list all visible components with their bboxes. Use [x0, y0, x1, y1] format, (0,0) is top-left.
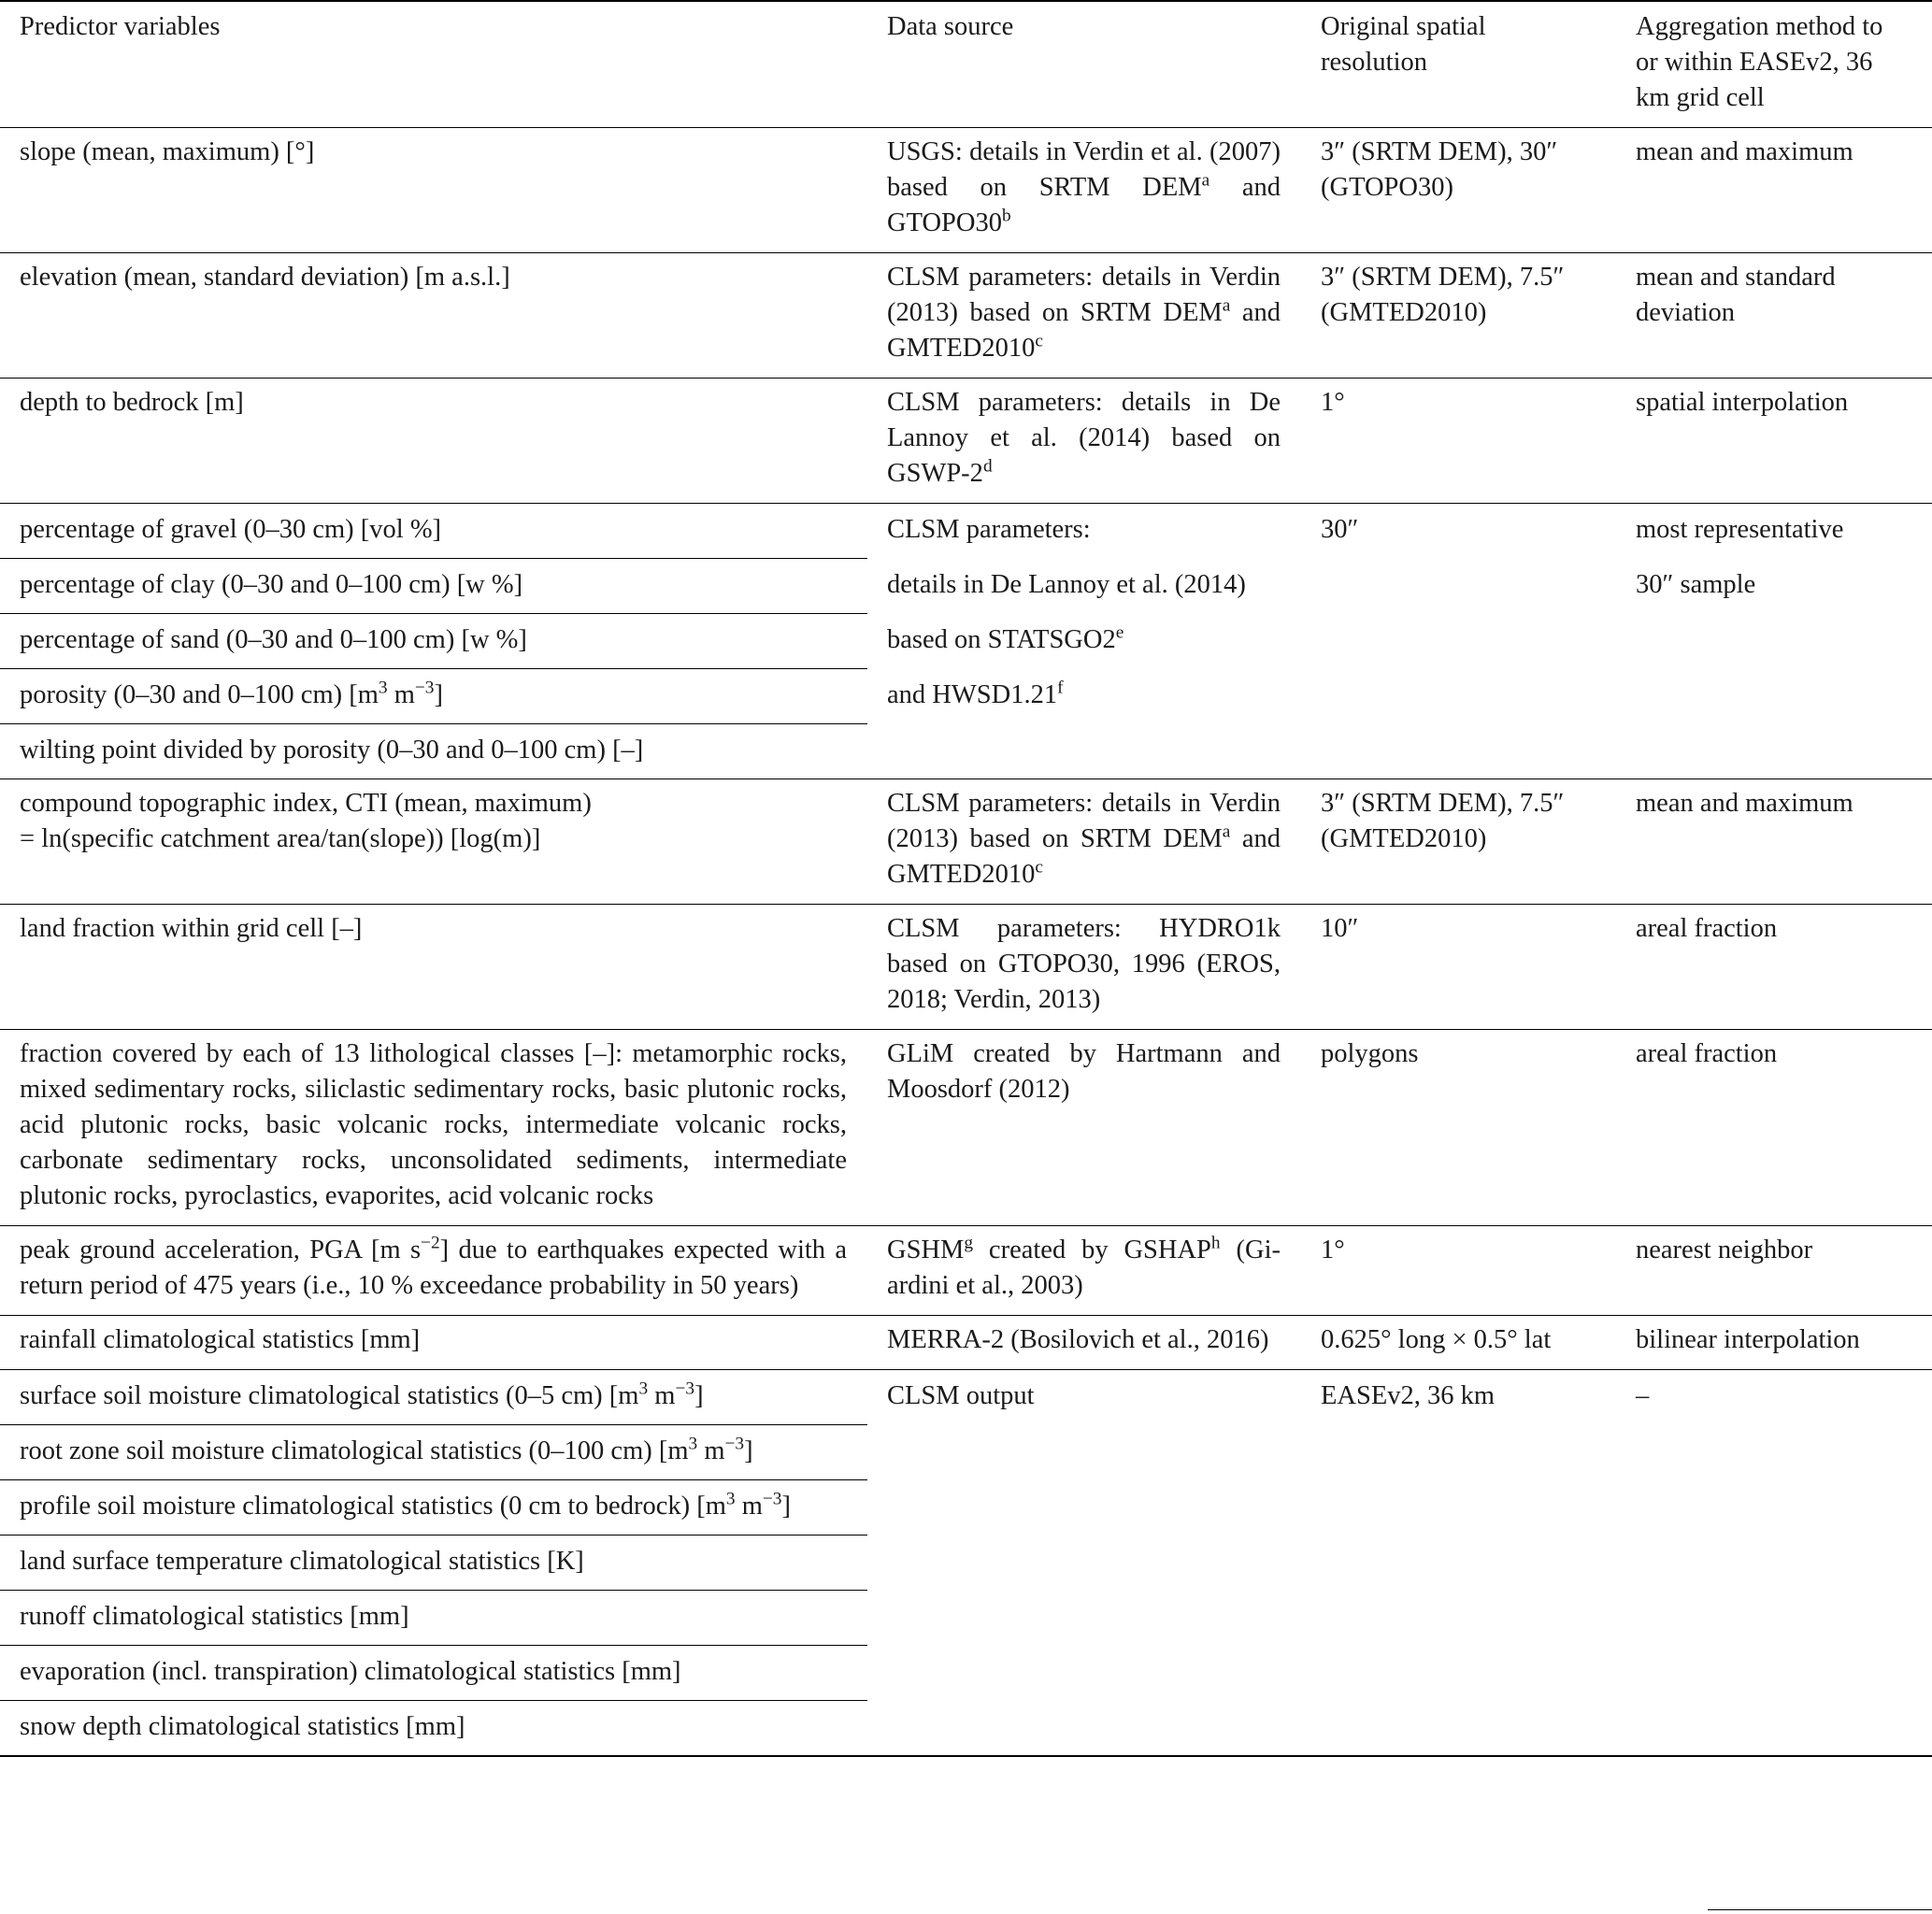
- table-row: [0, 379, 1932, 504]
- header-predictor-variables: Predictor variables: [20, 12, 221, 41]
- variable-cell: evaporation (incl. transpiration) climatological statistics [mm]: [0, 1646, 867, 1701]
- table-row: [0, 559, 1932, 614]
- table-row: [0, 1701, 1932, 1757]
- resolution-cell: polygons: [1321, 1039, 1419, 1068]
- header-original-resolution: Original spatial resolution: [1321, 12, 1486, 77]
- aggregation-cell: –: [1636, 1381, 1650, 1410]
- variable-cell: surface soil moisture climatological statistics (0–5 cm) [$m^3$ $m^{-3}$]: [20, 1378, 704, 1410]
- table-row: [0, 724, 1932, 779]
- aggregation-cell: spatial interpolation: [1636, 388, 1849, 417]
- table-row: [0, 669, 1932, 724]
- table-row: [0, 1591, 1932, 1646]
- variable-cell: profile soil moisture climatological statistics (0 cm to bedrock) [$m^3$ $m^{-3}$]: [0, 1480, 867, 1535]
- source-cell: GLiM created by Hartmann and Moosdorf (2012): [887, 1039, 1281, 1104]
- source-cell: CLSM parameters:: [887, 515, 1091, 544]
- variable-cell: land fraction within grid cell [–]: [20, 914, 363, 943]
- source-cell: CLSM parameters: details in De Lannoy et al. (2014) based on GSWP-2$^d$: [887, 388, 1281, 488]
- variable-cell: percentage of clay (0–30 and 0–100 cm) [w %]: [0, 559, 867, 614]
- table-row: [0, 253, 1932, 379]
- table-row: [0, 1226, 1932, 1316]
- aggregation-cell: mean and maximum: [1636, 137, 1853, 166]
- header-aggregation-method: Aggregation method to or within EASEv2, 36 km grid cell: [1636, 12, 1883, 112]
- source-cell: GSHM$^g$ created by GSHAP$^h$ (Giardini et al., 2003): [887, 1233, 1281, 1300]
- footnote-rule: [1708, 1909, 1932, 1914]
- source-cell: CLSM parameters: details in Verdin (2013) based on SRTM DEM$^a$ and GMTED2010$^c$: [887, 789, 1281, 889]
- table-row: [0, 1425, 1932, 1480]
- variable-cell: depth to bedrock [m]: [20, 388, 244, 417]
- variable-cell: snow depth climatological statistics [mm]: [0, 1701, 867, 1757]
- variable-cell: peak ground acceleration, PGA [m $s^{-2}$] due to earthquakes expected with a return period of 475 years (i.e., 10 % exceedance probability in 50 years): [20, 1233, 847, 1300]
- aggregation-cell: mean and maximum: [1636, 789, 1853, 818]
- aggregation-cell: areal fraction: [1636, 914, 1778, 943]
- aggregation-cell: areal fraction: [1636, 1039, 1778, 1068]
- variable-cell: slope (mean, maximum) [°]: [20, 137, 315, 166]
- variable-cell: runoff climatological statistics [mm]: [0, 1591, 867, 1646]
- aggregation-cell: nearest neighbor: [1636, 1236, 1813, 1264]
- variable-cell: porosity (0–30 and 0–100 cm) [$m^3$ $m^{-3}$]: [0, 669, 867, 724]
- resolution-cell: EASEv2, 36 km: [1321, 1381, 1496, 1410]
- resolution-cell: 0.625° long × 0.5° lat: [1321, 1325, 1552, 1354]
- source-cell: CLSM parameters: HYDRO1k based on GTOPO30, 1996 (EROS, 2018; Verdin, 2013): [887, 914, 1281, 1014]
- resolution-cell: 3″ (SRTM DEM), 7.5″ (GMTED2010): [1321, 789, 1565, 853]
- variable-cell: root zone soil moisture climatological statistics (0–100 cm) [$m^3$ $m^{-3}$]: [0, 1425, 867, 1480]
- table-row: [0, 614, 1932, 669]
- table-row: [0, 1480, 1932, 1535]
- source-cell: MERRA-2 (Bosilovich et al., 2016): [887, 1325, 1269, 1354]
- table-row: [0, 128, 1932, 253]
- table-row: [0, 1370, 1932, 1425]
- source-cell: CLSM output: [887, 1381, 1035, 1410]
- table-row: [0, 1316, 1932, 1370]
- source-cell: details in De Lannoy et al. (2014): [887, 569, 1246, 599]
- variable-cell: fraction covered by each of 13 lithological classes [–]: metamorphic rocks, mixed sedimentary rocks, siliclastic sedimentary rocks, basic plutonic rocks, acid plutonic rocks, basic volcanic rocks, intermediate volcanic rocks, carbonate sedimentary rocks, unconsolidated sediments, intermediate plutonic rocks, pyroclastics, evaporites, acid volcanic rocks: [20, 1039, 847, 1210]
- aggregation-cell: bilinear interpolation: [1636, 1325, 1860, 1354]
- resolution-cell: 1°: [1321, 388, 1345, 417]
- variable-cell: land surface temperature climatological statistics [K]: [0, 1535, 867, 1591]
- table-row: [0, 779, 1932, 905]
- aggregation-cell: 30″ sample: [1636, 569, 1756, 599]
- table-row: [0, 1646, 1932, 1701]
- table-row: [0, 1030, 1932, 1226]
- source-cell: based on STATSGO2e: [887, 622, 1124, 654]
- table-row: [0, 504, 1932, 559]
- resolution-cell: 10″: [1321, 914, 1359, 943]
- variable-cell: wilting point divided by porosity (0–30 and 0–100 cm) [–]: [0, 724, 867, 779]
- header-row: [0, 1, 1932, 128]
- variable-cell: percentage of sand (0–30 and 0–100 cm) [w %]: [0, 614, 867, 669]
- variable-cell: percentage of gravel (0–30 cm) [vol %]: [20, 515, 442, 544]
- aggregation-cell: mean and standard deviation: [1636, 263, 1836, 327]
- table-row: [0, 1535, 1932, 1591]
- variable-cell: rainfall climatological statistics [mm]: [20, 1325, 421, 1354]
- variable-cell: elevation (mean, standard deviation) [m a.s.l.]: [20, 263, 510, 292]
- resolution-cell: 3″ (SRTM DEM), 7.5″ (GMTED2010): [1321, 263, 1565, 327]
- variable-cell: compound topographic index, CTI (mean, maximum) = ln(specific catchment area/tan(slope)) [log(m)]: [20, 789, 592, 853]
- resolution-cell: 30″: [1321, 515, 1359, 544]
- source-cell: USGS: details in Verdin et al. (2007) based on SRTM DEM$^a$ and GTOPO30$^b$: [887, 137, 1281, 237]
- header-data-source: Data source: [887, 12, 1014, 41]
- table-row: [0, 905, 1932, 1030]
- source-cell: and HWSD1.21$^f$: [887, 678, 1064, 709]
- aggregation-cell: most representative: [1636, 515, 1844, 544]
- resolution-cell: 1°: [1321, 1236, 1345, 1264]
- source-cell: CLSM parameters: details in Verdin (2013) based on SRTM DEM$^a$ and GMTED2010$^c$: [887, 263, 1281, 363]
- resolution-cell: 3″ (SRTM DEM), 30″ (GTOPO30): [1321, 137, 1558, 202]
